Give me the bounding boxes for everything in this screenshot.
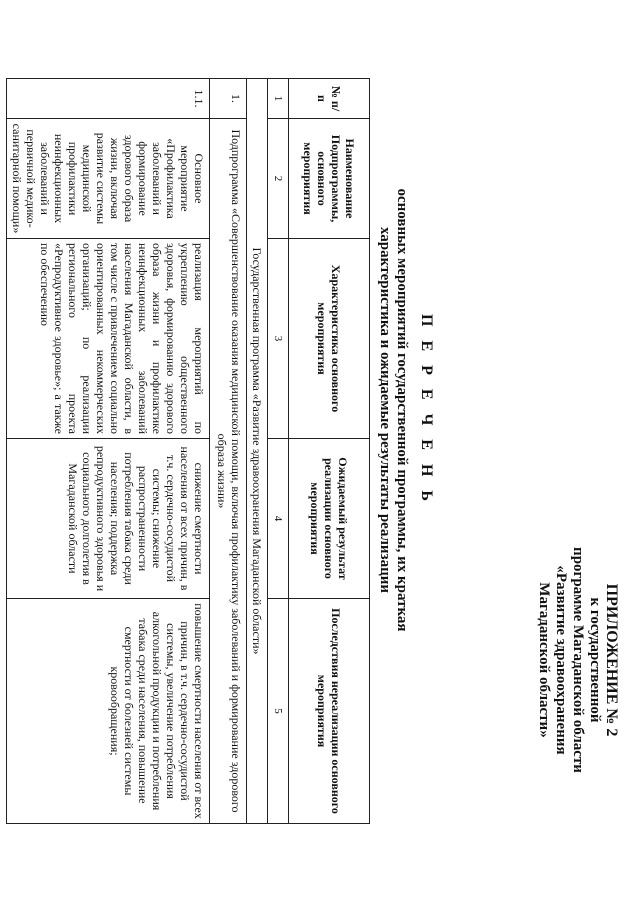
title-line: характеристика и ожидаемые результаты реализации xyxy=(377,226,393,593)
header-characteristic: Характеристика основного мероприятия xyxy=(289,239,370,439)
appendix-heading: ПРИЛОЖЕНИЕ № 2 xyxy=(603,583,620,737)
title-main: П Е Р Е Ч Е Н Ь xyxy=(418,314,435,506)
measures-table xyxy=(6,78,370,824)
row-number: 1.1. xyxy=(7,79,210,119)
appendix-line: программе Магаданской области xyxy=(570,547,586,773)
appendix-block xyxy=(535,510,620,810)
row-characteristic: реализация мероприятий по укреплению общественного здоровья, формированию здорового образа жизни и профилактике неинфекционных заболеваний населения Магаданской области, в том числе с привлечением социально ориентированных некоммерческих организаций; по реализации регионального проекта «Репродуктивное здоровье»; а также по обеспечению xyxy=(7,239,210,439)
row-consequence: повышение смертности населения от всех причин, в т.ч. сердечно-сосудистой системы, увеличение потребления алкогольной продукции и потребления табака среди населения, повышение смертности от болезней системы кровообращения; xyxy=(7,599,210,824)
document-title xyxy=(376,80,435,740)
state-program-row xyxy=(247,79,268,824)
header-result: Ожидаемый результат реализации основного мероприятия xyxy=(289,439,370,599)
subprogram-title: Подпрограмма «Совершенствование оказания медицинской помощи, включая профилактику заболеваний и формирование здорового образа жизни» xyxy=(210,119,247,824)
header-name: Наименование Подпрограммы, основного мероприятия xyxy=(289,119,370,239)
state-program-title: Государственная программа «Развитие здравоохранения Магаданской области» xyxy=(247,79,268,824)
column-number: 2 xyxy=(268,119,289,239)
table-row xyxy=(7,79,210,824)
column-number: 3 xyxy=(268,239,289,439)
row-name: Основное мероприятие «Профилактика заболеваний и формирование здорового образа жизни, включая развитие системы медицинской профилактики неинфекционных заболеваний и первичной медико-санитарной помощи» xyxy=(7,119,210,239)
table-header-row xyxy=(289,79,370,824)
header-number: № п/п xyxy=(289,79,370,119)
column-number: 1 xyxy=(268,79,289,119)
subprogram-row xyxy=(210,79,247,824)
appendix-line: «Развитие здравоохранения xyxy=(553,565,569,755)
column-numbers-row xyxy=(268,79,289,824)
subprogram-number: 1. xyxy=(210,79,247,119)
column-number: 5 xyxy=(268,599,289,824)
appendix-line: Магаданской области» xyxy=(536,582,552,738)
header-consequence: Последствия нереализации основного мероприятия xyxy=(289,599,370,824)
appendix-line: к государственной xyxy=(587,597,603,723)
row-result: снижение смертности населения от всех причин, в т.ч. сердечно-сосудистой системы; снижение распространенности потребления табака среди населения; поддержка репродуктивного здоровья и социального долголетия в Магаданской области xyxy=(7,439,210,599)
column-number: 4 xyxy=(268,439,289,599)
title-line: основных мероприятий государственной программы, их краткая xyxy=(394,188,410,632)
